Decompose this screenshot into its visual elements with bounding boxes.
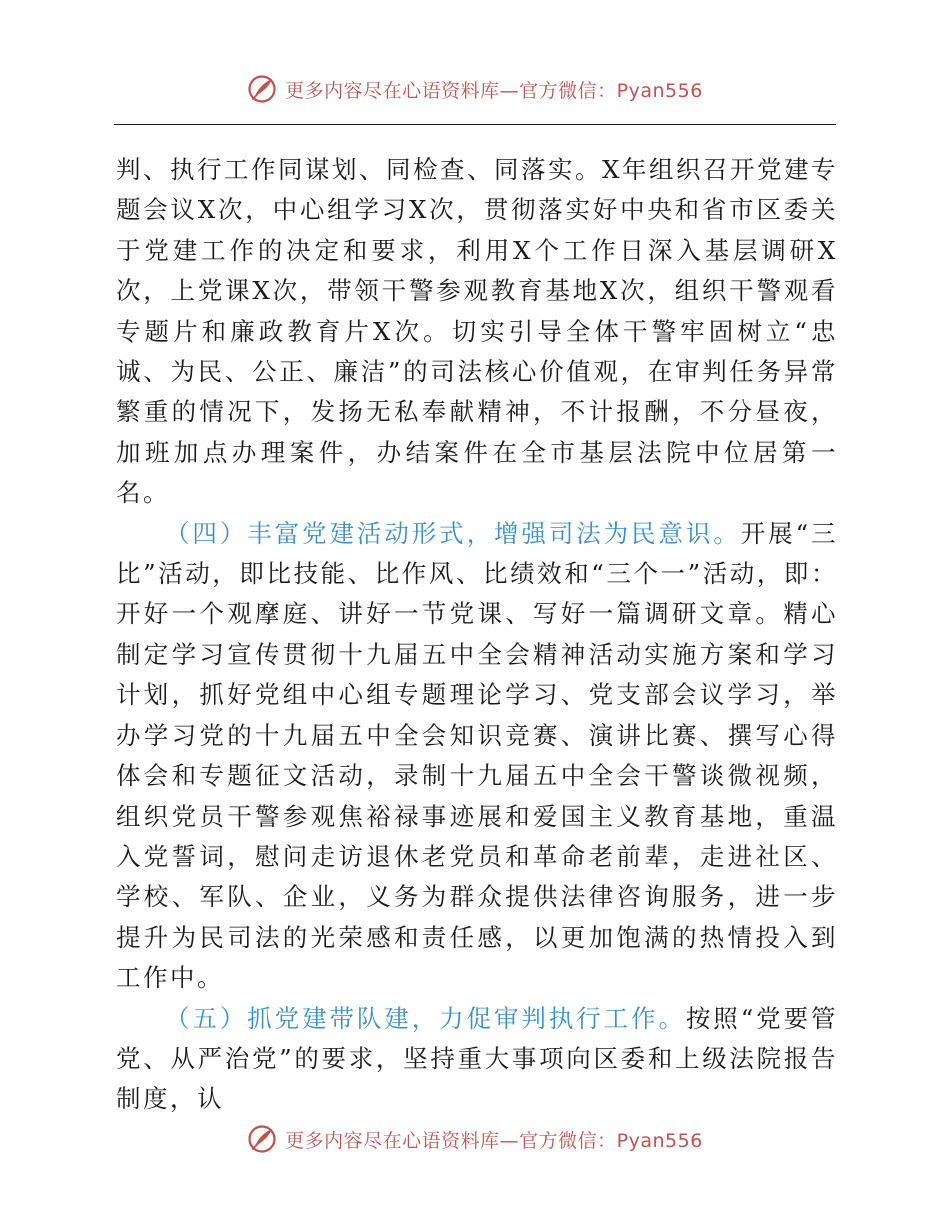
feather-pen-logo-icon [247,1124,277,1154]
feather-pen-logo-icon [247,74,277,104]
footer-watermark [0,1124,950,1154]
paragraph-text: 判、执行工作同谋划、同检查、同落实。X年组织召开党建专题会议X次，中心组学习X次，贯彻落实好中央和省市区委关于党建工作的决定和要求，利用X个工作日深入基层调研X次，上党课X次，带领干警参观教育基地X次，组织干警观看专题片和廉政教育片X次。切实引导全体干警牢固树立“忠诚、为民、公正、廉洁”的司法核心价值观，在审判任务异常繁重的情况下，发扬无私奉献精神，不计报酬，不分昼夜，加班加点办理案件，办结案件在全市基层法院中位居第一名。 [116,155,838,508]
section-heading: （五）抓党建带队建，力促审判执行工作。 [165,1003,686,1033]
document-body [116,150,838,1120]
watermark-text: 更多内容尽在心语资料库—官方微信：Pyan556 [285,1129,703,1152]
paragraph [116,150,838,514]
paragraph-text: 按照“党要管党、从严治党”的要求，坚持重大事项向区委和上级法院报告制度，认 [116,1003,838,1114]
paragraph [116,999,838,1120]
paragraph-text: 开展“三比”活动，即比技能、比作风、比绩效和“三个一”活动，即：开好一个观摩庭、讲好一节党课、写好一篇调研文章。精心制定学习宣传贯彻十九届五中全会精神活动实施方案和学习计划，抓好党组中心组专题理论学习、党支部会议学习，举办学习党的十九届五中全会知识竞赛、演讲比赛、撰写心得体会和专题征文活动，录制十九届五中全会干警谈微视频，组织党员干警参观焦裕禄事迹展和爱国主义教育基地，重温入党誓词，慰问走访退休老党员和革命老前辈，走进社区、学校、军队、企业，义务为群众提供法律咨询服务，进一步提升为民司法的光荣感和责任感，以更加饱满的热情投入到工作中。 [116,518,839,993]
paragraph [116,514,838,999]
header-watermark [0,74,950,104]
section-heading: （四）丰富党建活动形式，增强司法为民意识。 [165,518,741,548]
header-divider [114,124,836,125]
watermark-text: 更多内容尽在心语资料库—官方微信：Pyan556 [285,79,703,102]
